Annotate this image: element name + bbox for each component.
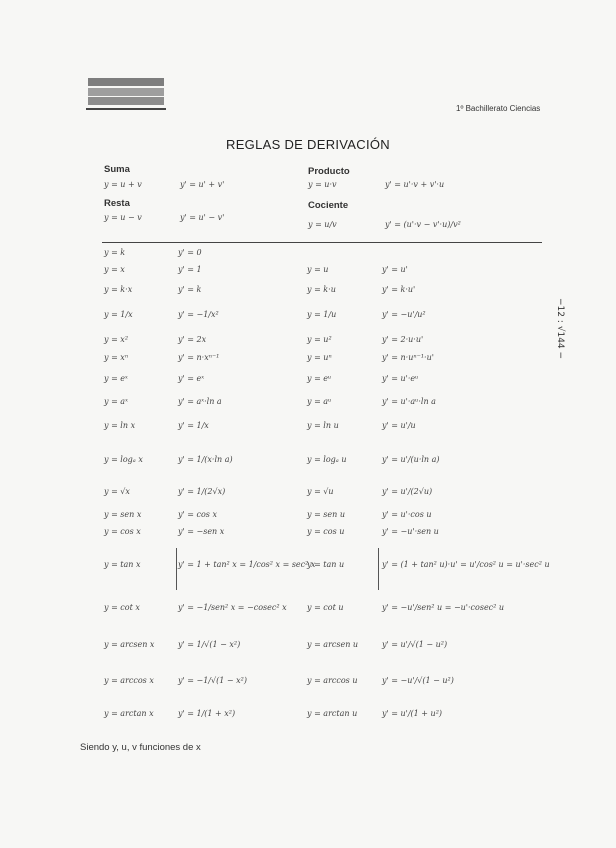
derivative-u: y' = u'·aᵘ·ln a	[382, 397, 436, 406]
derivative-x: y' = 1/(1 + x²)	[178, 709, 236, 718]
derivative-x: y' = aˣ·ln a	[178, 397, 222, 406]
function-x: y = tan x	[104, 560, 141, 569]
derivative-u: y' = 2·u·u'	[382, 335, 424, 344]
footer-note: Siendo y, u, v funciones de x	[80, 742, 201, 753]
function-x: y = ln x	[104, 421, 136, 430]
derivative-u: y' = u'·eᵘ	[382, 374, 419, 383]
function-u: y = uⁿ	[307, 353, 332, 362]
derivative-x: y' = cos x	[178, 510, 217, 519]
derivative-x: y' = 1/(2√x)	[178, 487, 226, 496]
function-x: y = arccos x	[104, 676, 154, 685]
function-x: y = x	[104, 265, 125, 274]
function-x: y = aˣ	[104, 397, 128, 406]
function-u: y = cos u	[307, 527, 345, 536]
producto-function: y = u·v	[308, 180, 337, 189]
derivative-u: y' = −u'·sen u	[382, 527, 439, 536]
derivative-u: y' = u'·cos u	[382, 510, 432, 519]
resta-derivative: y' = u' − v'	[180, 213, 225, 222]
derivative-u: y' = u'	[382, 265, 408, 274]
derivative-x: y' = 1	[178, 265, 202, 274]
function-u: y = u	[307, 265, 329, 274]
derivative-x: y' = 1 + tan² x = 1/cos² x = sec² x	[178, 560, 316, 569]
function-x: y = k	[104, 248, 126, 257]
function-x: y = cot x	[104, 603, 140, 612]
function-u: y = cot u	[307, 603, 344, 612]
function-u: y = u²	[307, 335, 332, 344]
function-u: y = 1/u	[307, 310, 337, 319]
function-x: y = cos x	[104, 527, 141, 536]
producto-label: Producto	[308, 166, 350, 177]
derivative-u: y' = u'/(1 + u²)	[382, 709, 443, 718]
function-x: y = arcsen x	[104, 640, 155, 649]
derivative-x: y' = 2x	[178, 335, 207, 344]
derivative-u: y' = u'/u	[382, 421, 416, 430]
derivative-x: y' = 1/x	[178, 421, 209, 430]
derivative-u: y' = −u'/√(1 − u²)	[382, 676, 454, 685]
cociente-label: Cociente	[308, 200, 349, 211]
course-label: 1º Bachillerato Ciencias	[456, 104, 541, 113]
derivative-u: y' = u'/(2√u)	[382, 487, 433, 496]
cociente-derivative: y' = (u'·v − v'·u)/v²	[385, 220, 461, 229]
function-x: y = arctan x	[104, 709, 154, 718]
derivative-u: y' = (1 + tan² u)·u' = u'/cos² u = u'·sec² u	[382, 560, 550, 569]
function-x: y = logₐ x	[104, 455, 143, 464]
producto-derivative: y' = u'·v + v'·u	[385, 180, 445, 189]
suma-derivative: y' = u' + v'	[180, 180, 225, 189]
derivative-x: y' = −1/sen² x = −cosec² x	[178, 603, 287, 612]
derivative-x: y' = k	[178, 285, 202, 294]
function-x: y = eˣ	[104, 374, 128, 383]
derivative-u: y' = −u'/sen² u = −u'·cosec² u	[382, 603, 505, 612]
function-u: y = arccos u	[307, 676, 358, 685]
derivative-u: y' = −u'/u²	[382, 310, 426, 319]
function-u: y = eᵘ	[307, 374, 332, 383]
function-x: y = 1/x	[104, 310, 133, 319]
tan-brace-left	[176, 548, 177, 590]
function-x: y = sen x	[104, 510, 142, 519]
function-u: y = k·u	[307, 285, 336, 294]
derivative-x: y' = eˣ	[178, 374, 205, 383]
suma-label: Suma	[104, 164, 130, 175]
function-u: y = √u	[307, 487, 334, 496]
table-divider	[102, 242, 542, 243]
function-u: y = arctan u	[307, 709, 358, 718]
derivative-x: y' = −sen x	[178, 527, 225, 536]
function-u: y = tan u	[307, 560, 345, 569]
derivative-u: y' = k·u'	[382, 285, 416, 294]
derivative-u: y' = u'/(u·ln a)	[382, 455, 440, 464]
suma-function: y = u + v	[104, 180, 142, 189]
derivative-u: y' = u'/√(1 − u²)	[382, 640, 448, 649]
function-x: y = xⁿ	[104, 353, 129, 362]
resta-function: y = u − v	[104, 213, 142, 222]
tan-brace	[378, 548, 379, 590]
derivative-x: y' = −1/√(1 − x²)	[178, 676, 247, 685]
derivative-x: y' = 0	[178, 248, 202, 257]
page-title: REGLAS DE DERIVACIÓN	[226, 137, 390, 152]
derivative-u: y' = n·uⁿ⁻¹·u'	[382, 353, 434, 362]
derivative-x: y' = 1/√(1 − x²)	[178, 640, 241, 649]
function-x: y = k·x	[104, 285, 133, 294]
function-u: y = arcsen u	[307, 640, 359, 649]
derivative-x: y' = 1/(x·ln a)	[178, 455, 233, 464]
function-x: y = x²	[104, 335, 129, 344]
function-u: y = aᵘ	[307, 397, 332, 406]
school-logo	[86, 70, 166, 110]
margin-annotation: −12 : √144 −	[555, 298, 565, 360]
function-u: y = ln u	[307, 421, 339, 430]
function-u: y = sen u	[307, 510, 345, 519]
function-x: y = √x	[104, 487, 130, 496]
cociente-function: y = u/v	[308, 220, 337, 229]
resta-label: Resta	[104, 198, 130, 209]
derivative-x: y' = n·xⁿ⁻¹	[178, 353, 220, 362]
function-u: y = logₐ u	[307, 455, 347, 464]
derivative-x: y' = −1/x²	[178, 310, 219, 319]
